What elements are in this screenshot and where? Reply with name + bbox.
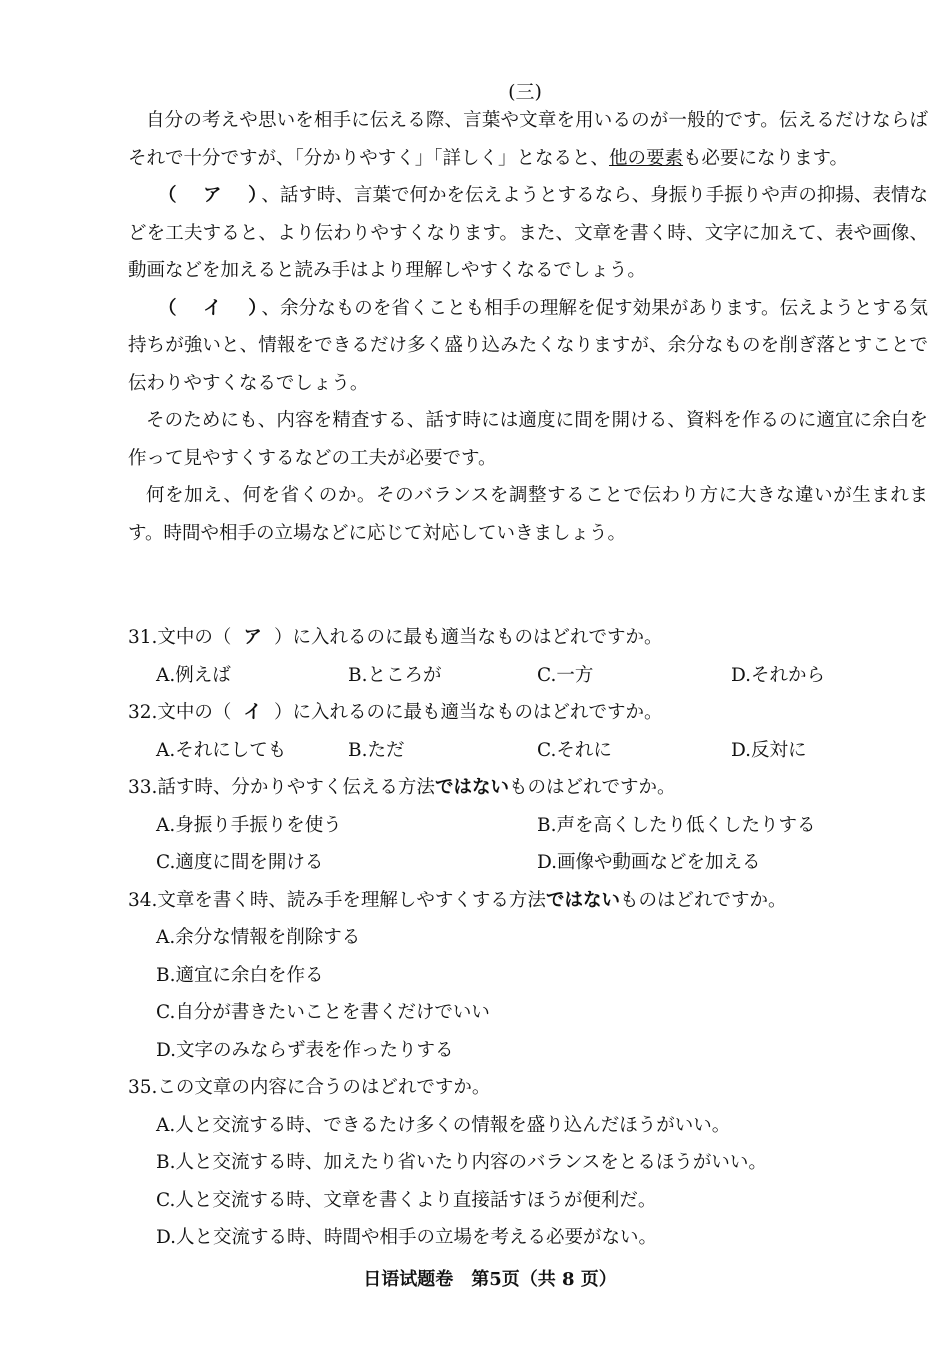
q31-mark: ア bbox=[243, 627, 262, 648]
question-33-stem bbox=[128, 769, 928, 807]
section-title: (三) bbox=[508, 81, 542, 103]
question-31-stem bbox=[128, 619, 928, 657]
q32-option-a[interactable]: A.それにしても bbox=[156, 739, 287, 761]
q33-option-b[interactable]: B.声を高くしたり低くしたりする bbox=[537, 814, 816, 836]
q34-option-b[interactable]: B.適宜に余白を作る bbox=[156, 964, 324, 986]
p1-text: 自分の考えや思いを相手に伝える際、言葉や文章を用いるのが一般的です。伝えるだけならばそれで十分ですが、「分かりやすく」「詳しく」となると、 bbox=[128, 110, 928, 169]
q33-option-a[interactable]: A.身振り手振りを使う bbox=[156, 814, 342, 836]
p1-tail: も必要になります。 bbox=[683, 147, 849, 169]
q31-option-d[interactable]: D.それから bbox=[731, 664, 826, 686]
q31-option-a[interactable]: A.例えば bbox=[156, 664, 231, 686]
passage-paragraph-2 bbox=[128, 177, 928, 290]
q32-option-d[interactable]: D.反対に bbox=[731, 739, 807, 761]
question-33-options-row1 bbox=[128, 807, 928, 845]
question-32-stem bbox=[128, 694, 928, 732]
q34-stem-b: ものはどれですか。 bbox=[619, 889, 787, 911]
q32-option-b[interactable]: B.ただ bbox=[348, 739, 405, 761]
q34-emphasis: ではない bbox=[545, 889, 620, 911]
q34-stem-a: 34.文章を書く時、読み手を理解しやすくする方法 bbox=[128, 889, 546, 911]
question-31-options bbox=[128, 657, 928, 695]
q34-option-d[interactable]: D.文字のみならず表を作ったりする bbox=[156, 1039, 454, 1061]
passage-paragraph-3 bbox=[128, 290, 928, 403]
p3-text: 、余分なものを省くことも相手の理解を促す効果があります。伝えようとする気持ちが強いと、情報をできるだけ多く盛り込みたくなりますが、余分なものを削ぎ落とすことで伝わりやすくなるでしょう。 bbox=[128, 297, 928, 394]
q31-option-b[interactable]: B.ところが bbox=[348, 664, 442, 686]
q32-option-c[interactable]: C.それに bbox=[537, 739, 612, 761]
question-34-stem bbox=[128, 882, 928, 920]
q31-stem-a: 31.文中の（ bbox=[128, 627, 232, 648]
blank-i: （ イ ） bbox=[158, 297, 262, 319]
question-32-options bbox=[128, 732, 928, 770]
blank-a: （ ア ） bbox=[158, 185, 262, 206]
p2-text: 、話す時、言葉で何かを伝えようとするなら、身振り手振りや声の抑揚、表情などを工夫すると、より伝わりやすくなります。また、文章を書く時、文字に加えて、表や画像、動画などを加えると読み手はより理解しやすくなるでしょう。 bbox=[128, 185, 928, 281]
q34-option-a[interactable]: A.余分な情報を削除する bbox=[156, 927, 361, 948]
q32-stem-a: 32.文中の（ bbox=[128, 702, 232, 723]
q35-option-c[interactable]: C.人と交流する時、文章を書くより直接話すほうが便利だ。 bbox=[156, 1189, 657, 1211]
question-33-options-row2 bbox=[128, 844, 928, 882]
passage-paragraph-5: 何を加え、何を省くのか。そのバランスを調整することで伝わり方に大きな違いが生まれます。時間や相手の立場などに応じて対応していきましょう。 bbox=[128, 485, 928, 544]
q32-mark: イ bbox=[243, 702, 262, 723]
q34-option-c[interactable]: C.自分が書きたいことを書くだけでいい bbox=[156, 1002, 490, 1023]
passage-paragraph-4: そのためにも、内容を精査する、話す時には適度に間を開ける、資料を作るのに適宜に余白を作って見やすくするなどの工夫が必要です。 bbox=[128, 410, 928, 469]
q31-option-c[interactable]: C.一方 bbox=[537, 664, 594, 686]
page-footer: 日语试题卷 第5页（共 8 页） bbox=[363, 1269, 617, 1290]
q35-option-d[interactable]: D.人と交流する時、時間や相手の立場を考える必要がない。 bbox=[156, 1227, 658, 1248]
q33-stem-a: 33.話す時、分かりやすく伝える方法 bbox=[128, 777, 435, 798]
q35-option-a[interactable]: A.人と交流する時、できるたけ多くの情報を盛り込んだほうがいい。 bbox=[156, 1114, 731, 1136]
question-list bbox=[128, 619, 928, 1257]
q32-stem-b: ）に入れるのに最も適当なものはどれですか。 bbox=[273, 702, 663, 723]
underlined-phrase: 他の要素 bbox=[609, 147, 684, 169]
question-35-stem: 35.この文章の内容に合うのはどれですか。 bbox=[128, 1077, 491, 1098]
passage-paragraph-1 bbox=[128, 102, 928, 177]
q33-option-d[interactable]: D.画像や動画などを加える bbox=[537, 852, 761, 873]
q33-emphasis: ではない bbox=[434, 777, 509, 798]
q33-option-c[interactable]: C.適度に間を開ける bbox=[156, 852, 324, 873]
q31-stem-b: ）に入れるのに最も適当なものはどれですか。 bbox=[273, 627, 663, 648]
reading-passage bbox=[128, 102, 928, 552]
q33-stem-b: ものはどれですか。 bbox=[508, 777, 676, 798]
q35-option-b[interactable]: B.人と交流する時、加えたり省いたり内容のバランスをとるほうがいい。 bbox=[156, 1152, 767, 1173]
